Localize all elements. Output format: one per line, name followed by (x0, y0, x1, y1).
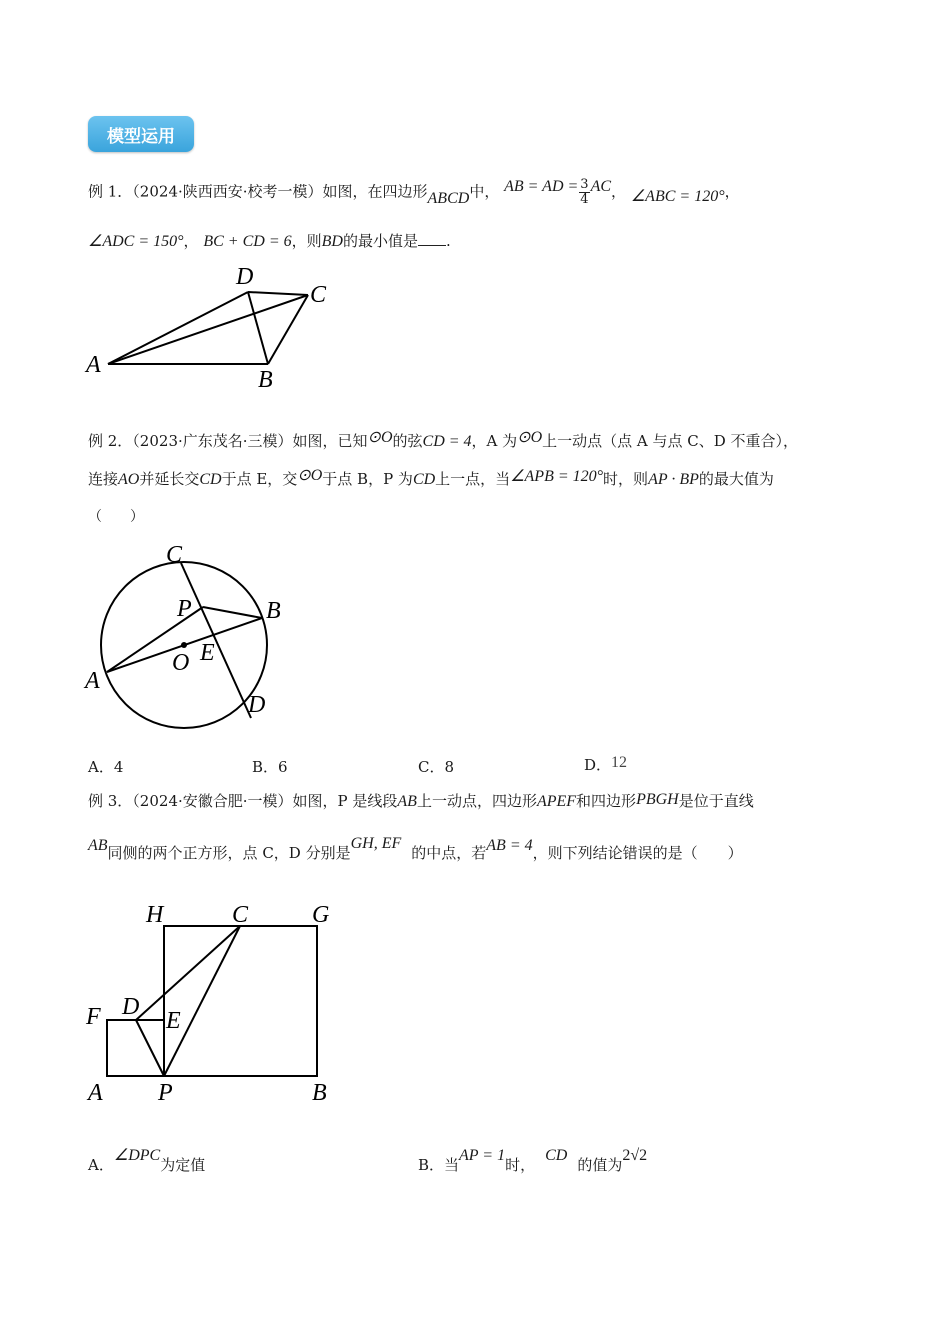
point-label-h: H (146, 902, 164, 928)
example-2-line-2: 连接AO并延长交CD于点 E，交⊙O于点 B，P 为CD上一点，当∠APB = 120°时，则AP · BP的最大值为 (88, 467, 774, 488)
example-1-line-2: ∠ADC = 150°， BC + CD = 6，则BD的最小值是 . (88, 232, 451, 250)
example-2-option-b[interactable]: B．6 (252, 758, 288, 776)
segment-bc (268, 295, 308, 364)
example-3-option-a[interactable]: A．∠DPC为定值 (88, 1147, 206, 1174)
square-apef (107, 1020, 164, 1076)
point-label-e: E (166, 1008, 181, 1034)
square-pbgh (164, 926, 317, 1076)
segment-dc (248, 292, 308, 295)
center-point-o (181, 642, 187, 648)
example-1-line-1: 例 1．（2024·陕西西安·校考一模）如图，在四边形ABCD中， AB = AD = $\frac{3}{4}$ AC， ∠ABC = 120°， (88, 177, 740, 207)
segment-bd (248, 292, 268, 364)
point-label-g: G (312, 902, 330, 928)
figure-3-squares (80, 896, 340, 1116)
figure-1-quadrilateral (80, 262, 340, 392)
point-label-a: A (88, 1080, 103, 1106)
example-2-answer-parens: （ ） (88, 509, 144, 525)
point-label-c: C (166, 542, 183, 568)
example-2-option-d[interactable]: D．12 (584, 754, 628, 774)
point-label-b: B (266, 598, 281, 624)
figure-2-circle (80, 538, 310, 738)
example-2-option-c[interactable]: C．8 (418, 758, 455, 776)
section-badge: 模型运用 (88, 116, 194, 152)
fraction-three-quarters: $\frac{3}{4}$ (580, 177, 589, 207)
vertex-label-b: B (258, 367, 273, 393)
segment-dp (136, 1020, 164, 1076)
vertex-label-c: C (310, 282, 327, 308)
segment-dc (136, 926, 240, 1020)
example-3-line-2: AB同侧的两个正方形，点 C，D 分别是GH, EF的中点，若AB = 4，则下列结论错误的是（ ） (88, 835, 743, 862)
point-label-a: A (85, 668, 100, 694)
segment-pc (164, 926, 240, 1076)
example-2-line-1: 例 2．（2023·广东茂名·三模）如图，已知⊙O的弦CD = 4，A 为⊙O上一动点（点 A 与点 C、D 不重合）， (88, 429, 799, 450)
segment-pb (203, 607, 262, 618)
point-label-c: C (232, 902, 249, 928)
point-label-b: B (312, 1080, 327, 1106)
point-label-d: D (122, 994, 140, 1020)
point-label-p: P (158, 1080, 173, 1106)
example-3-line-1: 例 3．（2024·安徽合肥·一模）如图，P 是线段AB上一动点，四边形APEF和四边形PBGH是位于直线 (88, 791, 754, 810)
chord-cd (181, 563, 251, 718)
point-label-f: F (86, 1004, 101, 1030)
segment-ac (108, 295, 308, 364)
vertex-label-d: D (236, 264, 254, 290)
point-label-o: O (172, 650, 190, 676)
vertex-label-a: A (86, 352, 101, 378)
answer-blank (418, 231, 446, 246)
example-2-option-a[interactable]: A．4 (88, 758, 124, 776)
example-3-option-b[interactable]: B．当AP = 1时，CD的值为2√2 (418, 1147, 648, 1174)
point-label-e: E (200, 640, 215, 666)
point-label-d: D (248, 692, 266, 718)
point-label-p: P (177, 596, 192, 622)
segment-ad (108, 292, 248, 364)
